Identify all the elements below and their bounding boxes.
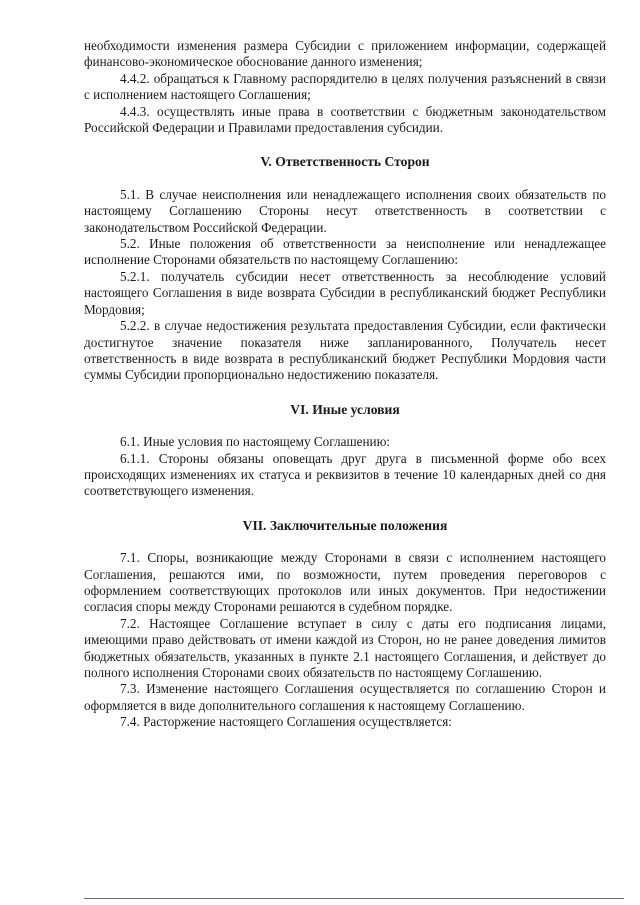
page-bottom-rule [84, 898, 624, 899]
spacer [84, 418, 606, 434]
paragraph-5-2-2: 5.2.2. в случае недостижения результата предоставления Субсидии, если фактически достигнутое значение показателя ниже запланированного, Получатель несет ответственность в виде возврата в республиканский бюджет Республики Мордовия части суммы Субсидии пропорционально недостижению показателя. [84, 318, 606, 383]
spacer [84, 171, 606, 187]
paragraph-7-3: 7.3. Изменение настоящего Соглашения осуществляется по соглашению Сторон и оформляется в виде дополнительного соглашения к настоящему Соглашению. [84, 681, 606, 713]
paragraph-4-4-3: 4.4.3. осуществлять иные права в соответствии с бюджетным законодательством Российской Федерации и Правилами предоставления субсидии. [84, 103, 606, 136]
paragraph-5-1: 5.1. В случае неисполнения или ненадлежащего исполнения своих обязательств по настоящему Соглашению Стороны несут ответственность в соответствии с законодательством Российской Федерации. [84, 186, 606, 235]
spacer [84, 136, 606, 154]
section-heading-6: VI. Иные условия [290, 401, 400, 417]
spacer [84, 534, 606, 550]
spacer [84, 500, 606, 518]
paragraph-6-1-1: 6.1.1. Стороны обязаны оповещать друг друга в письменной форме обо всех происходящих изменениях их статуса и реквизитов в течение 10 календарных дней со дня соответствующего изменения. [84, 450, 606, 499]
paragraph-7-2: 7.2. Настоящее Соглашение вступает в силу с даты его подписания лицами, имеющими право действовать от имени каждой из Сторон, но не ранее доведения лимитов бюджетных обязательств, указанных в пункте 2.1 настоящего Соглашения, и действует до полного исполнения Сторонами своих обязательств по настоящему Соглашению. [84, 615, 606, 680]
paragraph-5-2: 5.2. Иные положения об ответственности за неисполнение или ненадлежащее исполнение Сторонами обязательств по настоящему Соглашению: [84, 236, 606, 268]
section-heading-7: VII. Заключительные положения [242, 517, 448, 533]
paragraph-7-4: 7.4. Расторжение настоящего Соглашения осуществляется: [120, 714, 452, 730]
section-heading-5: V. Ответственность Сторон [260, 154, 430, 170]
paragraph-7-1: 7.1. Споры, возникающие между Сторонами в связи с исполнением настоящего Соглашения, решаются ими, по возможности, путем проведения переговоров с оформлением соответствующих протоколов или иных документов. При недостижении согласия споры между Сторонами решаются в судебном порядке. [84, 550, 606, 615]
paragraph-5-2-1: 5.2.1. получатель субсидии несет ответственность за несоблюдение условий настоящего Соглашения в виде возврата Субсидии в республиканский бюджет Республики Мордовия; [84, 268, 606, 317]
paragraph-4-4-2: 4.4.2. обращаться к Главному распорядителю в целях получения разъяснений в связи с исполнением настоящего Соглашения; [84, 70, 606, 103]
paragraph-continuation: необходимости изменения размера Субсидии с приложением информации, содержащей финансово-экономическое обоснование данного изменения; [84, 38, 606, 70]
spacer [84, 384, 606, 402]
paragraph-6-1: 6.1. Иные условия по настоящему Соглашению: [120, 434, 391, 450]
